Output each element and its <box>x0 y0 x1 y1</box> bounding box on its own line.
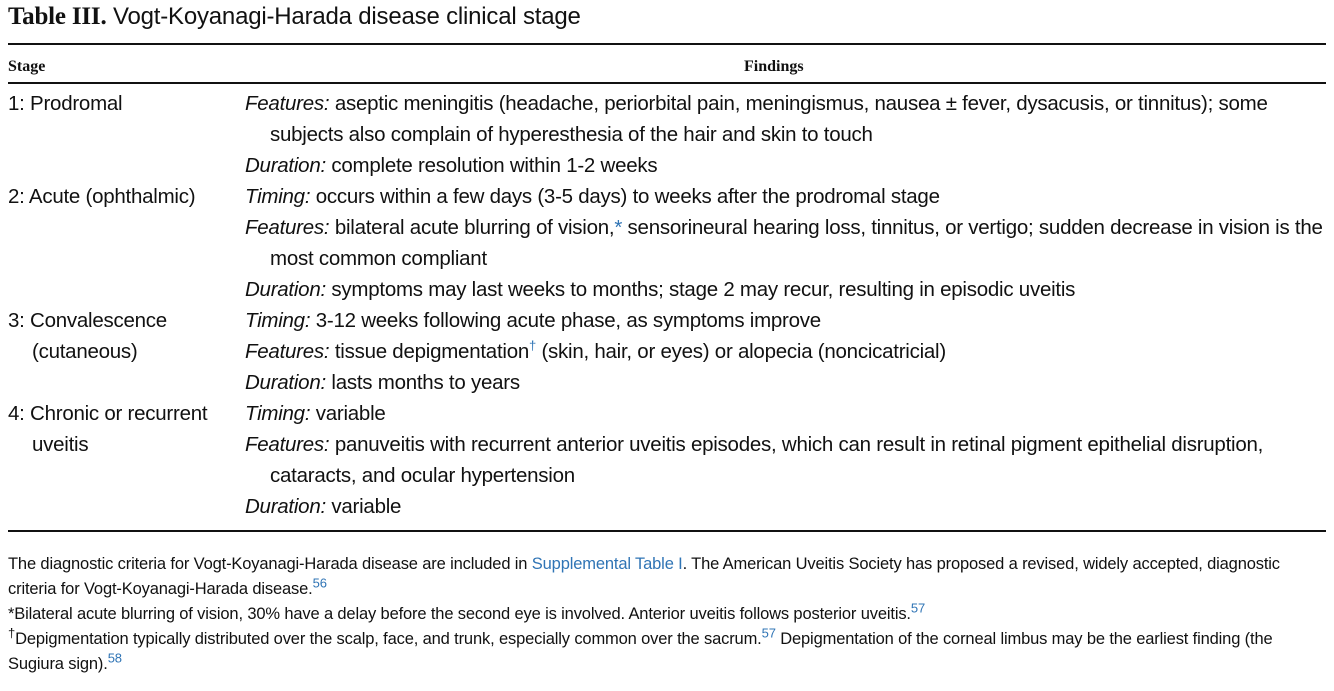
finding-text: bilateral acute blurring of vision, <box>334 216 615 239</box>
finding-text: variable <box>315 402 386 425</box>
header-rule <box>8 82 1326 84</box>
finding-label: Timing: <box>245 402 311 425</box>
bottom-rule <box>8 530 1326 532</box>
footnote-mark[interactable]: * <box>614 216 623 239</box>
finding-label: Features: <box>245 216 330 239</box>
finding-label: Timing: <box>245 185 311 208</box>
footnote-asterisk: *Bilateral acute blurring of vision, 30% have a delay before the second eye is involved. Anterior uveitis follows posterior uveitis.$^{57}$ <box>8 600 926 623</box>
finding-label: Features: <box>245 433 330 456</box>
findings-cell <box>245 305 1326 398</box>
finding-text: 3-12 weeks following acute phase, as symptoms improve <box>315 309 821 332</box>
finding-text: occurs within a few days (3-5 days) to weeks after the prodromal stage <box>315 185 940 208</box>
finding-text: tissue depigmentation <box>334 340 529 363</box>
footnote-dagger: †Depigmentation typically distributed over the scalp, face, and trunk, especially common over the sacrum.$^{57}$ Depigmentation of the corneal limbus may be the earliest finding (the Sugiura sign).$^{58}$ <box>8 625 1273 673</box>
table-title <box>8 3 581 31</box>
footnote-general: The diagnostic criteria for Vogt-Koyanagi-Harada disease are included in Supplemental Table I. The American Uveitis Society has proposed a revised, widely accepted, diagnostic criteria for Vogt-Koyanagi-Harada disease.$^{56}$ <box>8 555 1280 598</box>
finding-line <box>245 212 1326 274</box>
finding-label: Duration: <box>245 154 326 177</box>
finding-line <box>245 150 1326 181</box>
findings-cell <box>245 181 1326 305</box>
stage-cell: 4: Chronic or recurrent uveitis <box>8 402 208 456</box>
table-footnotes <box>8 552 1328 677</box>
finding-line <box>245 305 1326 336</box>
finding-label: Timing: <box>245 309 311 332</box>
findings-cell <box>245 398 1326 522</box>
header-findings: Findings <box>744 58 804 75</box>
finding-text: complete resolution within 1-2 weeks <box>331 154 658 177</box>
header-stage: Stage <box>8 58 46 75</box>
finding-label: Duration: <box>245 495 326 518</box>
stage-cell: 1: Prodromal <box>8 92 123 115</box>
table-label: Table III. <box>8 3 107 30</box>
table-row <box>8 88 1326 181</box>
finding-line <box>245 88 1326 150</box>
stage-cell: 3: Convalescence (cutaneous) <box>8 309 167 363</box>
finding-label: Features: <box>245 340 330 363</box>
finding-line <box>245 274 1326 305</box>
finding-line <box>245 367 1326 398</box>
finding-label: Duration: <box>245 371 326 394</box>
table-row <box>8 305 1326 398</box>
finding-line <box>245 429 1326 491</box>
finding-text: lasts months to years <box>331 371 520 394</box>
finding-text: sensorineural hearing loss, tinnitus, or vertigo; sudden decrease in vision is the most common compliant <box>270 216 1323 270</box>
table-row <box>8 398 1326 522</box>
finding-line <box>245 491 1326 522</box>
table-caption: Vogt-Koyanagi-Harada disease clinical stage <box>112 3 581 30</box>
reference-link[interactable]: 56 <box>312 575 327 591</box>
stage-table <box>8 88 1326 522</box>
reference-link[interactable]: 58 <box>107 650 122 666</box>
finding-line <box>245 398 1326 429</box>
finding-line <box>245 181 1326 212</box>
top-rule <box>8 43 1326 45</box>
finding-text: aseptic meningitis (headache, periorbital pain, meningismus, nausea ± fever, dysacusis, or tinnitus); some subjects also complain of hyperesthesia of the hair and skin to touch <box>270 92 1268 146</box>
finding-text: panuveitis with recurrent anterior uveitis episodes, which can result in retinal pigment epithelial disruption, cataracts, and ocular hypertension <box>270 433 1264 487</box>
finding-label: Features: <box>245 92 330 115</box>
findings-cell <box>245 88 1326 181</box>
reference-link[interactable]: 57 <box>910 600 926 616</box>
finding-label: Duration: <box>245 278 326 301</box>
table-row <box>8 181 1326 305</box>
footnote-mark[interactable]: † <box>529 338 536 354</box>
finding-text: variable <box>331 495 402 518</box>
reference-link[interactable]: 57 <box>761 625 776 641</box>
finding-text: symptoms may last weeks to months; stage 2 may recur, resulting in episodic uveitis <box>331 278 1076 301</box>
finding-text: (skin, hair, or eyes) or alopecia (noncicatricial) <box>541 340 946 363</box>
finding-line <box>245 336 1326 367</box>
supplemental-table-link[interactable]: Supplemental Table I <box>531 555 683 573</box>
stage-cell: 2: Acute (ophthalmic) <box>8 185 196 208</box>
